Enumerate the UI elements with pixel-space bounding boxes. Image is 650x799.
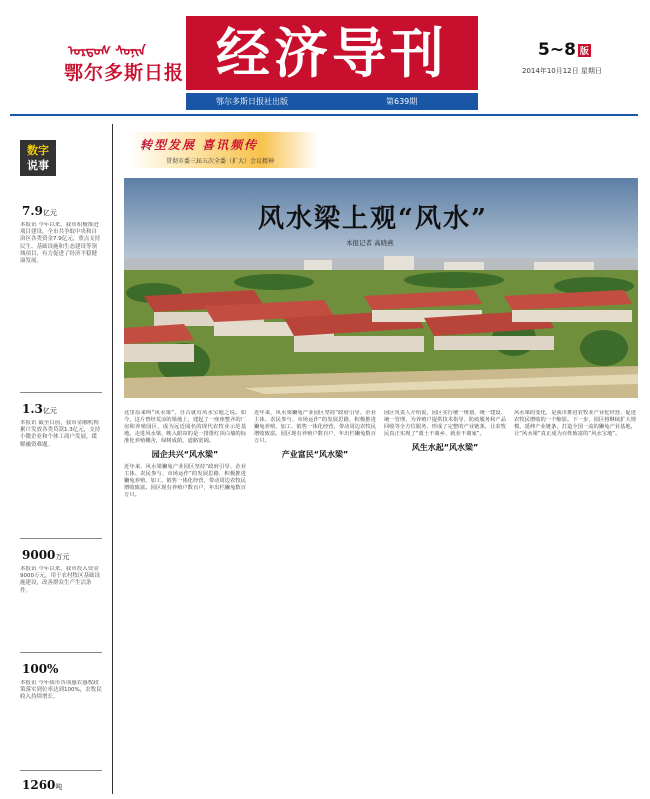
newspaper-name: 鄂尔多斯日报: [64, 62, 185, 84]
paragraph: 这里原来叫“风水梁”，自古就有风水宝地之说。如今，这片曾经荒凉的梁地上，建起了一座座整齐的厂房和养殖园区，成为远近闻名的现代农牧业示范基地。走进风水梁，映入眼帘的是一排排红顶白墙的标准化养殖棚舍，绿树成荫，道路宽阔。: [124, 410, 246, 444]
sidebar-news-1: 本报讯 今年以来，我市积极推进项目建设，全市共争取中央和自治区各类资金7.9亿元，重点支持民生、基础设施和生态建设等领域项目，有力促进了经济平稳健康发展。: [20, 222, 101, 265]
paragraph: 近年来，风水梁獭兔产业园区坚持“政府引导、企业主体、农民参与、市场运作”的发展思路，积极推进獭兔养殖、加工、销售一体化经营，带动周边农牧民增收致富。园区现有养殖户数百户，年出栏獭兔数百万只。: [254, 410, 376, 444]
sidebar-figure-4: [22, 662, 58, 676]
banner-title: 转型发展 喜讯频传: [140, 138, 259, 152]
publisher-label: 鄂尔多斯日报社出版: [216, 97, 288, 106]
masthead-mongolian-script: ᠣᠷᠳᠣᠰ ᠰᠣᠨᠢᠨ: [68, 44, 146, 59]
page-range: [538, 40, 591, 60]
subhead: 产业富民“风水梁”: [281, 450, 349, 459]
sidebar-divider: [20, 392, 102, 393]
sidebar-figure-1: [22, 204, 57, 218]
issue-number: 第639期: [386, 97, 418, 106]
sidebar-figure-unit: 亿元: [42, 407, 57, 415]
sidebar-figure-3: [22, 548, 69, 562]
sidebar-figure-value: 1.3: [22, 402, 43, 416]
paragraph: 风水梁的变化，是我市推进农牧业产业化经营、促进农牧民增收的一个缩影。下一步，园区将继续扩大规模，延伸产业链条，打造全国一流的獭兔产业基地，让“风水梁”真正成为百姓致富的“风水宝地”。: [514, 410, 636, 437]
sidebar-news-2: 本报讯 截至目前，我市金融机构累计发放各类贷款1.3亿元，支持小微企业和个体工商户发展，缓解融资难题。: [20, 420, 101, 448]
sidebar-figure-value: 9000: [22, 548, 56, 562]
sidebar-figure-unit: 亿元: [42, 209, 57, 217]
issue-date: 2014年10月12日 星期日: [522, 67, 602, 75]
publisher-bar: [186, 93, 478, 110]
paragraph: 园区负责人介绍说，园区实行统一规划、统一建设、统一管理，为养殖户提供技术指导、防疫服务和产品回收等全方位服务，形成了完整的产业链条，让农牧民真正实现了“离土不离乡、就业不离家”。: [384, 410, 506, 437]
sidebar-news-3: 本报讯 今年以来，我市投入资金9000万元，用于农村牧区基础设施建设，改善群众生产生活条件。: [20, 566, 100, 594]
article-column-1: [124, 410, 246, 795]
column-divider: [112, 124, 113, 794]
sidebar-figure-unit: 吨: [55, 783, 63, 791]
section-title: 经济导刊: [186, 16, 478, 90]
numbers-column-badge: [20, 140, 56, 176]
masthead-divider: [10, 114, 638, 116]
badge-line-2: 说事: [27, 159, 49, 172]
article-column-4: [514, 410, 636, 795]
subhead: 园企共兴“风水梁”: [151, 450, 219, 459]
article-column-3: [384, 410, 506, 795]
article-column-2: [254, 410, 376, 795]
sidebar-figure-unit: 万元: [55, 553, 70, 561]
banner-subtitle: 贯彻市委三届五次全委（扩大）会议精神: [166, 158, 275, 165]
article-byline: 本报记者 高晓燕: [346, 239, 394, 247]
subhead: 风生水起“风水梁”: [411, 443, 479, 452]
sidebar-divider: [20, 770, 102, 771]
sidebar-figure-2: [22, 402, 57, 416]
page-range-value: 5~8: [538, 40, 576, 60]
paragraph: 近年来，风水梁獭兔产业园区坚持“政府引导、企业主体、农民参与、市场运作”的发展思路，积极推进獭兔养殖、加工、销售一体化经营，带动周边农牧民增收致富。园区现有养殖户数百户，年出栏獭兔数百万只。: [124, 464, 246, 498]
sidebar-figure-value: 1260: [22, 778, 56, 792]
sidebar-divider: [20, 652, 102, 653]
badge-line-1: 数字: [27, 144, 49, 157]
sidebar-figure-value: 7.9: [22, 204, 43, 218]
sidebar-divider: [20, 538, 102, 539]
sidebar-figure-5: [22, 778, 62, 792]
article-headline: 风水梁上观“风水”: [258, 204, 488, 234]
sidebar-figure-value: 100%: [22, 662, 59, 676]
page-range-tag: 版: [578, 44, 591, 57]
sidebar-news-4: 本报讯 今年我市各项惠农惠牧政策落实到位率达到100%，农牧民收入持续增长。: [20, 680, 102, 701]
